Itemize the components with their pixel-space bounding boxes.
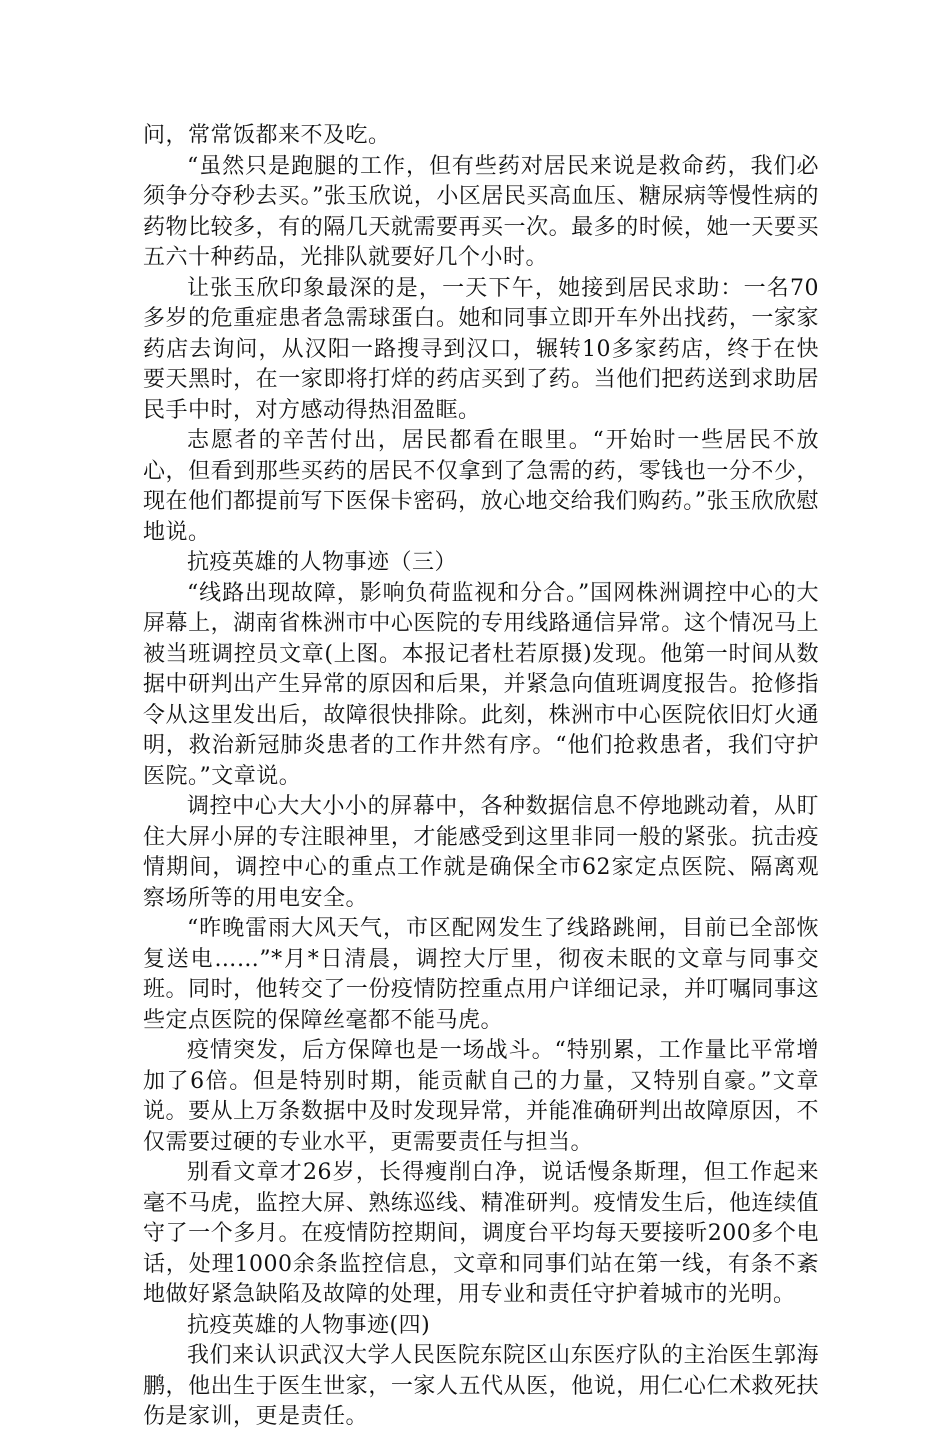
paragraph: 调控中心大大小小的屏幕中，各种数据信息不停地跳动着，从盯住大屏小屏的专注眼神里，才能感受到这里非同一般的紧张。抗击疫情期间，调控中心的重点工作就是确保全市62家定点医院、隔离观察场所等的用电安全。 (143, 794, 819, 911)
document-body (143, 121, 819, 1433)
paragraph: “虽然只是跑腿的工作，但有些药对居民来说是救命药，我们必须争分夺秒去买。”张玉欣说，小区居民买高血压、糖尿病等慢性病的药物比较多，有的隔几天就需要再买一次。最多的时候，她一天要买五六十种药品，光排队就要好几个小时。 (143, 153, 819, 270)
section-heading: 抗疫英雄的人物事迹(四) (187, 1312, 431, 1338)
paragraph: 别看文章才26岁，长得瘦削白净，说话慢条斯理，但工作起来毫不马虎，监控大屏、熟练巡线、精准研判。疫情发生后，他连续值守了一个多月。在疫情防控期间，调度台平均每天要接听200多个电话，处理1000余条监控信息，文章和同事们站在第一线，有条不紊地做好紧急缺陷及故障的处理，用专业和责任守护着城市的光明。 (143, 1160, 819, 1307)
paragraph: “昨晚雷雨大风天气，市区配网发生了线路跳闸，目前已全部恢复送电……”*月*日清晨，调控大厅里，彻夜未眠的文章与同事交班。同时，他转交了一份疫情防控重点用户详细记录，并叮嘱同事这些定点医院的保障丝毫都不能马虎。 (143, 916, 819, 1033)
paragraph: 疫情突发，后方保障也是一场战斗。“特别累，工作量比平常增加了6倍。但是特别时期，能贡献自己的力量，又特别自豪。”文章说。要从上万条数据中及时发现异常，并能准确研判出故障原因，不仅需要过硬的专业水平，更需要责任与担当。 (143, 1038, 819, 1155)
paragraph: 我们来认识武汉大学人民医院东院区山东医疗队的主治医生郭海鹏，他出生于医生世家，一家人五代从医，他说，用仁心仁术救死扶伤是家训，更是责任。 (143, 1343, 819, 1429)
section-heading: 抗疫英雄的人物事迹（三） (187, 550, 458, 575)
paragraph: 志愿者的辛苦付出，居民都看在眼里。“开始时一些居民不放心，但看到那些买药的居民不仅拿到了急需的药，零钱也一分不少，现在他们都提前写下医保卡密码，放心地交给我们购药。”张玉欣欣慰地说。 (143, 428, 819, 545)
paragraph-continuation: 问，常常饭都来不及吃。 (143, 123, 391, 148)
paragraph: 让张玉欣印象最深的是，一天下午，她接到居民求助：一名70多岁的危重症患者急需球蛋白。她和同事立即开车外出找药，一家家药店去询问，从汉阳一路搜寻到汉口，辗转10多家药店，终于在快要天黑时，在一家即将打烊的药店买到了药。当他们把药送到求助居民手中时，对方感动得热泪盈眶。 (143, 275, 819, 423)
paragraph: “线路出现故障，影响负荷监视和分合。”国网株洲调控中心的大屏幕上，湖南省株洲市中心医院的专用线路通信异常。这个情况马上被当班调控员文章(上图。本报记者杜若原摄)发现。他第一时间从数据中研判出产生异常的原因和后果，并紧急向值班调度报告。抢修指令从这里发出后，故障很快排除。此刻，株洲市中心医院依旧灯火通明，救治新冠肺炎患者的工作井然有序。“他们抢救患者，我们守护医院。”文章说。 (143, 580, 819, 789)
